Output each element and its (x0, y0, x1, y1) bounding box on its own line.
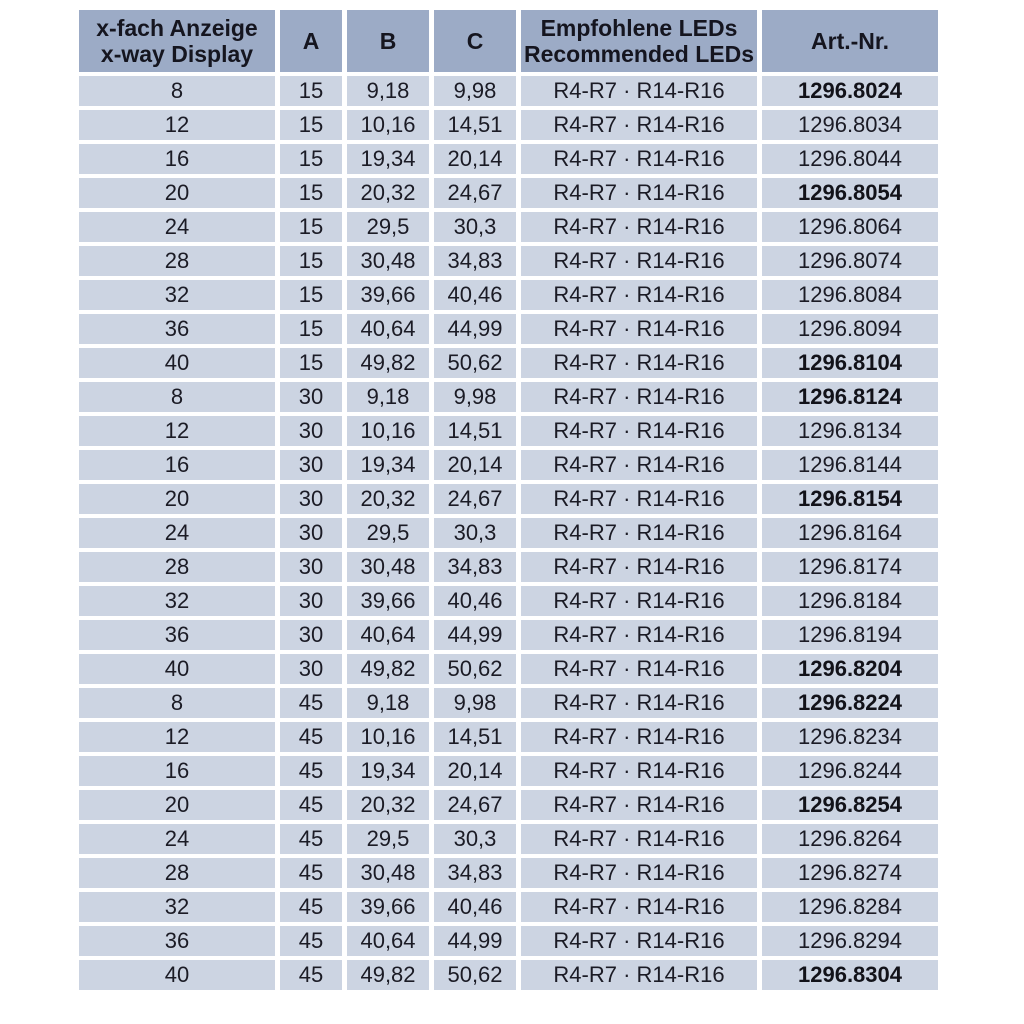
cell-b: 30,48 (347, 552, 429, 582)
cell-c: 34,83 (434, 552, 516, 582)
cell-a: 15 (280, 144, 342, 174)
cell-leds: R4-R7 · R14-R16 (521, 722, 757, 752)
cell-x-way: 12 (79, 722, 275, 752)
cell-art-nr: 1296.8064 (762, 212, 938, 242)
cell-leds: R4-R7 · R14-R16 (521, 688, 757, 718)
cell-x-way: 40 (79, 960, 275, 990)
cell-c: 44,99 (434, 926, 516, 956)
cell-c: 30,3 (434, 518, 516, 548)
cell-x-way: 16 (79, 756, 275, 786)
cell-a: 45 (280, 858, 342, 888)
cell-c: 24,67 (434, 484, 516, 514)
cell-art-nr: 1296.8044 (762, 144, 938, 174)
cell-b: 29,5 (347, 518, 429, 548)
cell-x-way: 16 (79, 450, 275, 480)
cell-a: 15 (280, 348, 342, 378)
cell-x-way: 36 (79, 314, 275, 344)
cell-a: 15 (280, 246, 342, 276)
cell-art-nr: 1296.8094 (762, 314, 938, 344)
cell-art-nr: 1296.8244 (762, 756, 938, 786)
cell-x-way: 24 (79, 212, 275, 242)
cell-leds: R4-R7 · R14-R16 (521, 246, 757, 276)
cell-a: 30 (280, 484, 342, 514)
cell-leds: R4-R7 · R14-R16 (521, 484, 757, 514)
cell-c: 14,51 (434, 110, 516, 140)
cell-x-way: 8 (79, 382, 275, 412)
cell-b: 30,48 (347, 858, 429, 888)
cell-art-nr: 1296.8134 (762, 416, 938, 446)
cell-a: 30 (280, 416, 342, 446)
cell-c: 20,14 (434, 450, 516, 480)
cell-leds: R4-R7 · R14-R16 (521, 450, 757, 480)
table-row (79, 314, 938, 344)
cell-b: 39,66 (347, 586, 429, 616)
table-row (79, 926, 938, 956)
cell-c: 9,98 (434, 76, 516, 106)
cell-leds: R4-R7 · R14-R16 (521, 314, 757, 344)
cell-b: 40,64 (347, 926, 429, 956)
cell-b: 20,32 (347, 790, 429, 820)
cell-x-way: 28 (79, 246, 275, 276)
cell-b: 39,66 (347, 892, 429, 922)
cell-b: 49,82 (347, 960, 429, 990)
cell-art-nr: 1296.8304 (762, 960, 938, 990)
cell-art-nr: 1296.8284 (762, 892, 938, 922)
cell-b: 20,32 (347, 178, 429, 208)
cell-x-way: 20 (79, 178, 275, 208)
cell-leds: R4-R7 · R14-R16 (521, 348, 757, 378)
table-row (79, 178, 938, 208)
cell-x-way: 36 (79, 620, 275, 650)
cell-art-nr: 1296.8194 (762, 620, 938, 650)
cell-art-nr: 1296.8234 (762, 722, 938, 752)
cell-art-nr: 1296.8084 (762, 280, 938, 310)
cell-a: 15 (280, 76, 342, 106)
table-row (79, 722, 938, 752)
table-row (79, 246, 938, 276)
col-header-b: B (347, 10, 429, 72)
cell-c: 34,83 (434, 246, 516, 276)
cell-leds: R4-R7 · R14-R16 (521, 518, 757, 548)
cell-art-nr: 1296.8254 (762, 790, 938, 820)
cell-art-nr: 1296.8164 (762, 518, 938, 548)
cell-c: 30,3 (434, 824, 516, 854)
cell-c: 24,67 (434, 790, 516, 820)
cell-b: 29,5 (347, 824, 429, 854)
table-row (79, 76, 938, 106)
col-header-leds-line2: Recommended LEDs (523, 41, 755, 67)
cell-art-nr: 1296.8294 (762, 926, 938, 956)
cell-a: 45 (280, 756, 342, 786)
cell-a: 45 (280, 790, 342, 820)
cell-b: 30,48 (347, 246, 429, 276)
col-header-leds (521, 10, 757, 72)
cell-c: 50,62 (434, 960, 516, 990)
table-row (79, 824, 938, 854)
cell-a: 15 (280, 178, 342, 208)
cell-c: 50,62 (434, 654, 516, 684)
cell-b: 9,18 (347, 382, 429, 412)
table-row (79, 858, 938, 888)
cell-c: 44,99 (434, 314, 516, 344)
cell-c: 9,98 (434, 688, 516, 718)
cell-leds: R4-R7 · R14-R16 (521, 552, 757, 582)
cell-a: 45 (280, 892, 342, 922)
cell-a: 45 (280, 824, 342, 854)
cell-c: 50,62 (434, 348, 516, 378)
cell-c: 44,99 (434, 620, 516, 650)
spec-table-container (74, 6, 943, 994)
cell-c: 40,46 (434, 280, 516, 310)
cell-c: 40,46 (434, 586, 516, 616)
cell-b: 10,16 (347, 722, 429, 752)
cell-b: 19,34 (347, 450, 429, 480)
table-row (79, 688, 938, 718)
col-header-leds-line1: Empfohlene LEDs (540, 14, 738, 41)
cell-c: 14,51 (434, 722, 516, 752)
table-row (79, 620, 938, 650)
cell-art-nr: 1296.8024 (762, 76, 938, 106)
cell-a: 30 (280, 552, 342, 582)
cell-leds: R4-R7 · R14-R16 (521, 110, 757, 140)
cell-x-way: 8 (79, 76, 275, 106)
cell-leds: R4-R7 · R14-R16 (521, 416, 757, 446)
cell-art-nr: 1296.8274 (762, 858, 938, 888)
table-header (79, 10, 938, 72)
cell-x-way: 20 (79, 484, 275, 514)
cell-c: 20,14 (434, 144, 516, 174)
cell-b: 9,18 (347, 76, 429, 106)
cell-a: 30 (280, 620, 342, 650)
cell-x-way: 36 (79, 926, 275, 956)
cell-a: 45 (280, 722, 342, 752)
cell-b: 19,34 (347, 144, 429, 174)
table-row (79, 960, 938, 990)
cell-leds: R4-R7 · R14-R16 (521, 620, 757, 650)
cell-b: 40,64 (347, 620, 429, 650)
cell-leds: R4-R7 · R14-R16 (521, 76, 757, 106)
col-header-a: A (280, 10, 342, 72)
cell-x-way: 8 (79, 688, 275, 718)
cell-leds: R4-R7 · R14-R16 (521, 382, 757, 412)
cell-c: 20,14 (434, 756, 516, 786)
cell-x-way: 28 (79, 552, 275, 582)
cell-x-way: 24 (79, 824, 275, 854)
cell-a: 30 (280, 654, 342, 684)
table-row (79, 586, 938, 616)
cell-b: 10,16 (347, 416, 429, 446)
cell-b: 10,16 (347, 110, 429, 140)
table-row (79, 348, 938, 378)
cell-b: 49,82 (347, 348, 429, 378)
cell-leds: R4-R7 · R14-R16 (521, 790, 757, 820)
cell-leds: R4-R7 · R14-R16 (521, 178, 757, 208)
table-row (79, 756, 938, 786)
table-row (79, 484, 938, 514)
cell-art-nr: 1296.8184 (762, 586, 938, 616)
cell-art-nr: 1296.8074 (762, 246, 938, 276)
cell-a: 30 (280, 586, 342, 616)
cell-art-nr: 1296.8204 (762, 654, 938, 684)
cell-leds: R4-R7 · R14-R16 (521, 858, 757, 888)
table-row (79, 518, 938, 548)
cell-art-nr: 1296.8154 (762, 484, 938, 514)
table-row (79, 892, 938, 922)
cell-a: 45 (280, 960, 342, 990)
cell-b: 19,34 (347, 756, 429, 786)
table-row (79, 280, 938, 310)
cell-leds: R4-R7 · R14-R16 (521, 654, 757, 684)
cell-a: 15 (280, 212, 342, 242)
cell-leds: R4-R7 · R14-R16 (521, 212, 757, 242)
cell-leds: R4-R7 · R14-R16 (521, 892, 757, 922)
cell-x-way: 32 (79, 892, 275, 922)
cell-x-way: 32 (79, 586, 275, 616)
table-row (79, 790, 938, 820)
cell-x-way: 24 (79, 518, 275, 548)
cell-art-nr: 1296.8144 (762, 450, 938, 480)
cell-c: 30,3 (434, 212, 516, 242)
cell-c: 40,46 (434, 892, 516, 922)
cell-b: 39,66 (347, 280, 429, 310)
table-row (79, 416, 938, 446)
cell-leds: R4-R7 · R14-R16 (521, 926, 757, 956)
header-row (79, 10, 938, 72)
spec-table (74, 6, 943, 994)
cell-a: 30 (280, 382, 342, 412)
cell-x-way: 16 (79, 144, 275, 174)
cell-c: 34,83 (434, 858, 516, 888)
col-header-x-way-display (79, 10, 275, 72)
cell-b: 9,18 (347, 688, 429, 718)
cell-art-nr: 1296.8124 (762, 382, 938, 412)
cell-leds: R4-R7 · R14-R16 (521, 756, 757, 786)
cell-b: 49,82 (347, 654, 429, 684)
table-row (79, 450, 938, 480)
cell-a: 15 (280, 110, 342, 140)
cell-a: 15 (280, 314, 342, 344)
cell-art-nr: 1296.8054 (762, 178, 938, 208)
table-row (79, 144, 938, 174)
cell-art-nr: 1296.8224 (762, 688, 938, 718)
cell-c: 14,51 (434, 416, 516, 446)
cell-b: 40,64 (347, 314, 429, 344)
cell-b: 29,5 (347, 212, 429, 242)
col-header-art-nr: Art.-Nr. (762, 10, 938, 72)
table-row (79, 212, 938, 242)
cell-leds: R4-R7 · R14-R16 (521, 586, 757, 616)
cell-art-nr: 1296.8174 (762, 552, 938, 582)
cell-x-way: 40 (79, 348, 275, 378)
cell-leds: R4-R7 · R14-R16 (521, 824, 757, 854)
cell-a: 45 (280, 688, 342, 718)
cell-art-nr: 1296.8264 (762, 824, 938, 854)
cell-c: 24,67 (434, 178, 516, 208)
cell-leds: R4-R7 · R14-R16 (521, 280, 757, 310)
table-row (79, 110, 938, 140)
cell-x-way: 20 (79, 790, 275, 820)
cell-a: 15 (280, 280, 342, 310)
table-row (79, 382, 938, 412)
cell-art-nr: 1296.8034 (762, 110, 938, 140)
cell-x-way: 40 (79, 654, 275, 684)
cell-c: 9,98 (434, 382, 516, 412)
col-header-c: C (434, 10, 516, 72)
cell-a: 30 (280, 450, 342, 480)
col-header-x-way-line1: x-fach Anzeige (96, 14, 258, 41)
cell-a: 45 (280, 926, 342, 956)
cell-x-way: 12 (79, 416, 275, 446)
cell-x-way: 32 (79, 280, 275, 310)
table-row (79, 552, 938, 582)
col-header-x-way-line2: x-way Display (100, 41, 254, 67)
cell-b: 20,32 (347, 484, 429, 514)
cell-art-nr: 1296.8104 (762, 348, 938, 378)
cell-leds: R4-R7 · R14-R16 (521, 144, 757, 174)
table-body (79, 76, 938, 990)
cell-x-way: 12 (79, 110, 275, 140)
cell-x-way: 28 (79, 858, 275, 888)
cell-a: 30 (280, 518, 342, 548)
table-row (79, 654, 938, 684)
cell-leds: R4-R7 · R14-R16 (521, 960, 757, 990)
